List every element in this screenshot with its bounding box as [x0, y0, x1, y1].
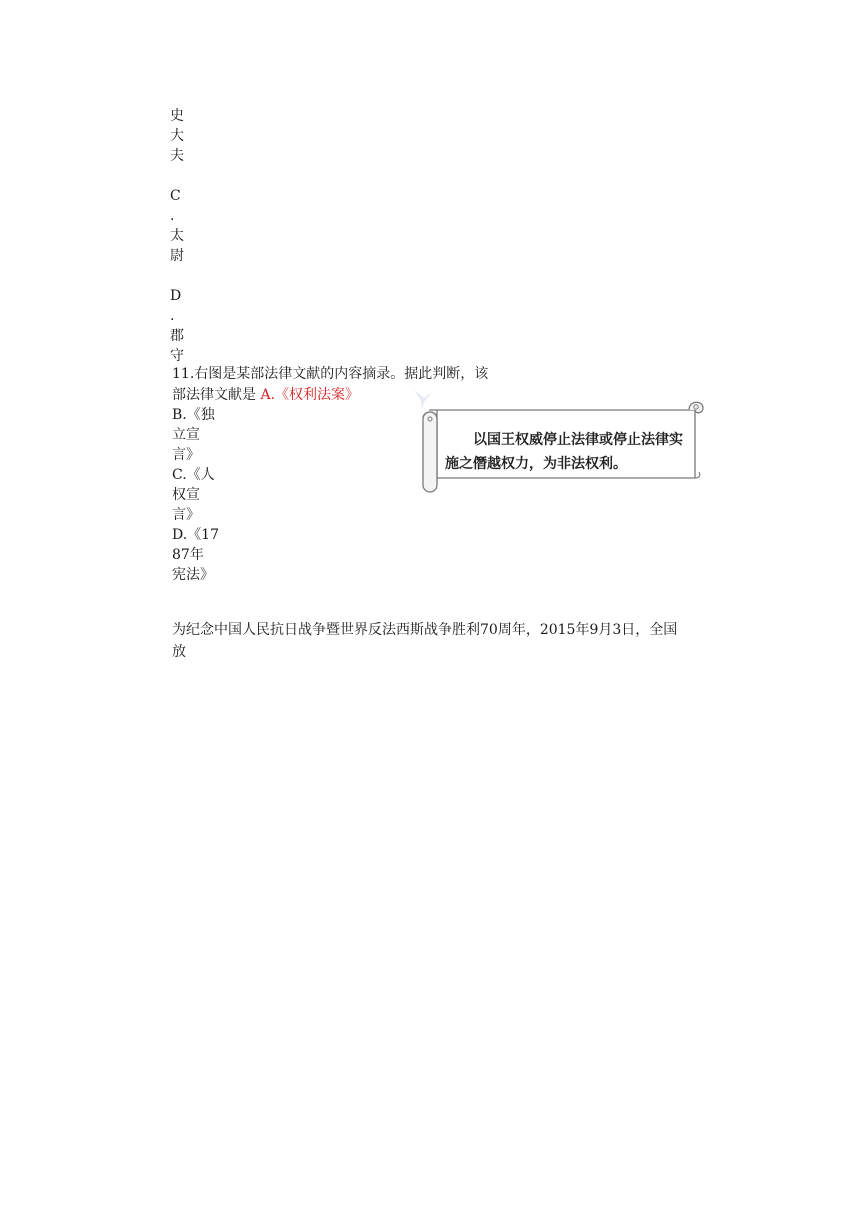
paragraph-line-1: 为纪念中国人民抗日战争暨世界反法西斯战争胜利70周年，2015年9月3日，全国: [172, 622, 678, 638]
option-c-char-1: 太: [170, 228, 184, 244]
option-c-char-2: 尉: [170, 248, 184, 264]
option-b-char-2: 大: [170, 128, 184, 144]
option-c-letter: C: [170, 188, 181, 204]
option-d-char-2: 守: [170, 348, 184, 364]
option-b-char-1: 史: [170, 108, 184, 124]
option-b-char-3: 夫: [170, 148, 184, 164]
option-c-line-3: 言》: [172, 507, 200, 523]
option-b-line-1: B.《独: [172, 407, 215, 423]
option-b-line-3: 言》: [172, 447, 200, 463]
option-a: A.《权利法案》: [260, 387, 360, 403]
option-d-char-1: 郡: [170, 328, 184, 344]
law-excerpt-scroll: [419, 398, 704, 496]
option-c-line-1: C.《人: [172, 467, 215, 483]
option-d-line-2: 87年: [172, 547, 204, 563]
option-d-dot: .: [170, 308, 175, 324]
option-b-line-2: 立宣: [172, 427, 200, 443]
paragraph-line-2: 放: [172, 644, 186, 660]
scroll-excerpt-text: 以国王权威停止法律或停止法律实施之僭越权力，为非法权利。: [445, 432, 683, 472]
question-11-line-1: 11.右图是某部法律文献的内容摘录。据此判断，该: [172, 366, 489, 382]
option-d-line-1: D.《17: [172, 527, 219, 543]
option-d-letter: D: [170, 288, 182, 304]
option-c-line-2: 权宣: [172, 487, 200, 503]
question-11-line-2: [172, 385, 359, 405]
option-c-dot: .: [170, 208, 175, 224]
question-11-prefix: 部法律文献是: [172, 387, 261, 403]
option-d-line-3: 宪法》: [172, 567, 214, 583]
